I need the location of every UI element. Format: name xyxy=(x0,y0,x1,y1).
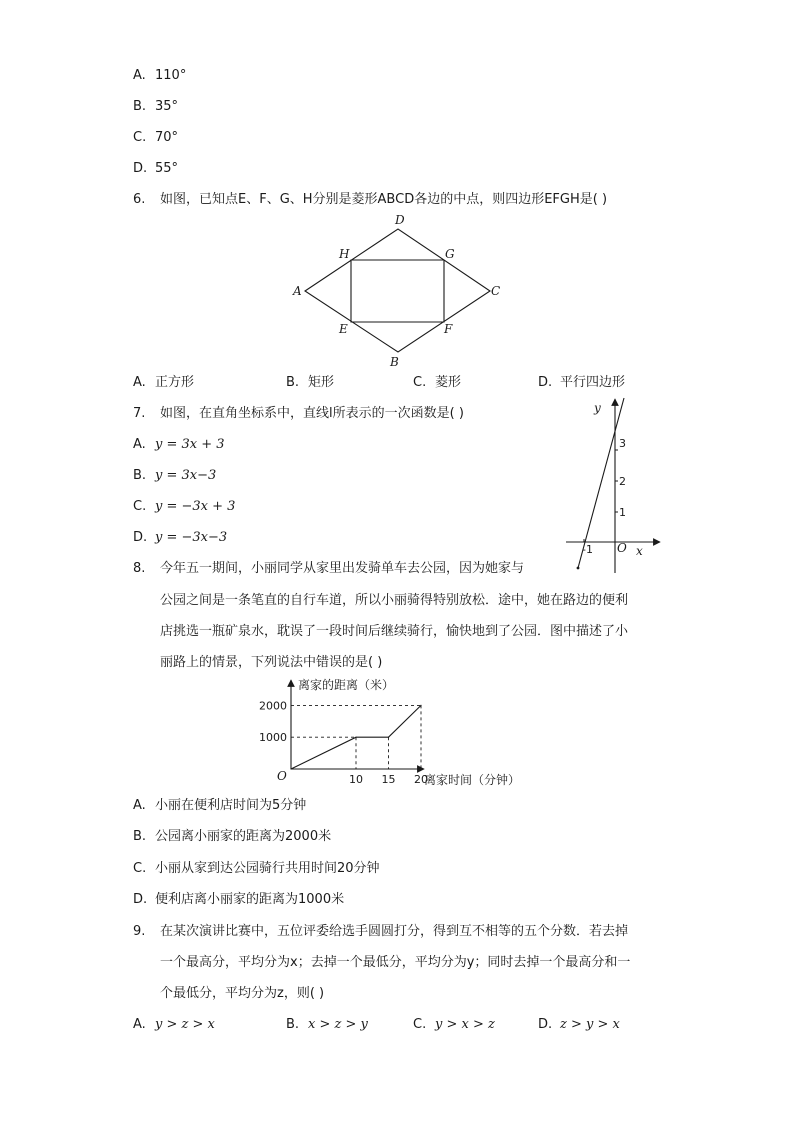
chart-y-label: 离家的距离（米） xyxy=(298,678,395,692)
q9-option-a: A. y > z > x xyxy=(133,1017,215,1032)
y-tick-2: 2 xyxy=(619,475,626,488)
q7-option-d: D. y = −3x−3 xyxy=(133,530,228,545)
q5-option-d: D. 55° xyxy=(133,161,179,176)
chart-y-tick-2000: 2000 xyxy=(259,699,287,713)
rhombus-abcd xyxy=(305,229,490,352)
origin-label: O xyxy=(617,541,627,555)
y-tick-1: 1 xyxy=(619,506,626,519)
q8-stem-line-3: 店挑选一瓶矿泉水，耽误了一段时间后继续骑行，愉快地到了公园．图中描述了小 xyxy=(160,624,629,639)
q9-option-d: D. z > y > x xyxy=(538,1017,620,1032)
chart-x-tick-15: 15 xyxy=(381,773,396,786)
label-h: H xyxy=(339,247,350,261)
label-b: B xyxy=(390,355,399,369)
chart-x-tick-20: 20 xyxy=(414,773,428,786)
label-c: C xyxy=(491,284,501,298)
q8-option-d: D. 便利店离小丽家的距离为1000米 xyxy=(133,892,345,907)
q7-option-c: C. y = −3x + 3 xyxy=(133,499,236,514)
q9-stem-line-1: 9. 在某次演讲比赛中，五位评委给选手圆圆打分，得到互不相等的五个分数．若去掉 xyxy=(133,924,629,939)
q8-option-c: C. 小丽从家到达公园骑行共用时间20分钟 xyxy=(133,861,380,876)
label-e: E xyxy=(339,322,348,336)
chart-x-label: 离家时间（分钟） xyxy=(424,773,521,787)
q8-stem-line-1: 8. 今年五一期间，小丽同学从家里出发骑单车去公园，因为她家与 xyxy=(133,561,525,576)
data-point xyxy=(290,768,291,769)
y-tick-3: 3 xyxy=(619,437,626,450)
rhombus-figure xyxy=(285,212,505,372)
q7-stem: 7. 如图，在直角坐标系中，直线l所表示的一次函数是( ) xyxy=(133,406,464,421)
q9-stem-line-3: 个最低分，平均分为z，则( ) xyxy=(160,986,325,1001)
q8-stem-line-4: 丽路上的情景，下列说法中错误的是( ) xyxy=(160,655,383,670)
q6-option-c: C. 菱形 xyxy=(413,375,462,390)
q9-option-c: C. y > x > z xyxy=(413,1017,495,1032)
chart-y-tick-1000: 1000 xyxy=(259,731,287,745)
line-end-dot xyxy=(577,567,580,570)
q8-stem-line-2: 公园之间是一条笔直的自行车道，所以小丽骑得特别放松．途中，她在路边的便利 xyxy=(160,593,629,608)
q5-option-a: A. 110° xyxy=(133,68,187,83)
label-g: G xyxy=(445,247,455,261)
distance-time-chart xyxy=(248,674,548,792)
data-point xyxy=(388,737,389,738)
q6-option-b: B. 矩形 xyxy=(286,375,335,390)
label-a: A xyxy=(293,284,302,298)
rectangle-efgh xyxy=(351,260,444,322)
q8-option-b: B. 公园离小丽家的距离为2000米 xyxy=(133,829,332,844)
y-axis-label: y xyxy=(594,401,601,415)
label-f: F xyxy=(444,322,453,336)
data-point xyxy=(355,737,356,738)
data-point xyxy=(420,705,421,706)
q6-option-a: A. 正方形 xyxy=(133,375,195,390)
q7-option-b: B. y = 3x−3 xyxy=(133,468,217,483)
linear-function-graph xyxy=(558,393,668,578)
q6-stem: 6. 如图，已知点E、F、G、H分别是菱形ABCD各边的中点，则四边形EFGH是( ) xyxy=(133,192,608,207)
q5-option-b: B. 35° xyxy=(133,99,179,114)
chart-x-tick-10: 10 xyxy=(349,773,363,786)
x-axis-label: x xyxy=(636,544,643,558)
q8-option-a: A. 小丽在便利店时间为5分钟 xyxy=(133,798,307,813)
q9-stem-line-2: 一个最高分，平均分为x；去掉一个最低分，平均分为y；同时去掉一个最高分和一 xyxy=(160,955,631,970)
x-tick-neg1: -1 xyxy=(582,543,593,556)
chart-origin-label: O xyxy=(277,769,287,783)
q7-option-a: A. y = 3x + 3 xyxy=(133,437,225,452)
q9-option-b: B. x > z > y xyxy=(286,1017,368,1032)
q5-option-c: C. 70° xyxy=(133,130,179,145)
label-d: D xyxy=(395,213,405,227)
q6-option-d: D. 平行四边形 xyxy=(538,375,626,390)
